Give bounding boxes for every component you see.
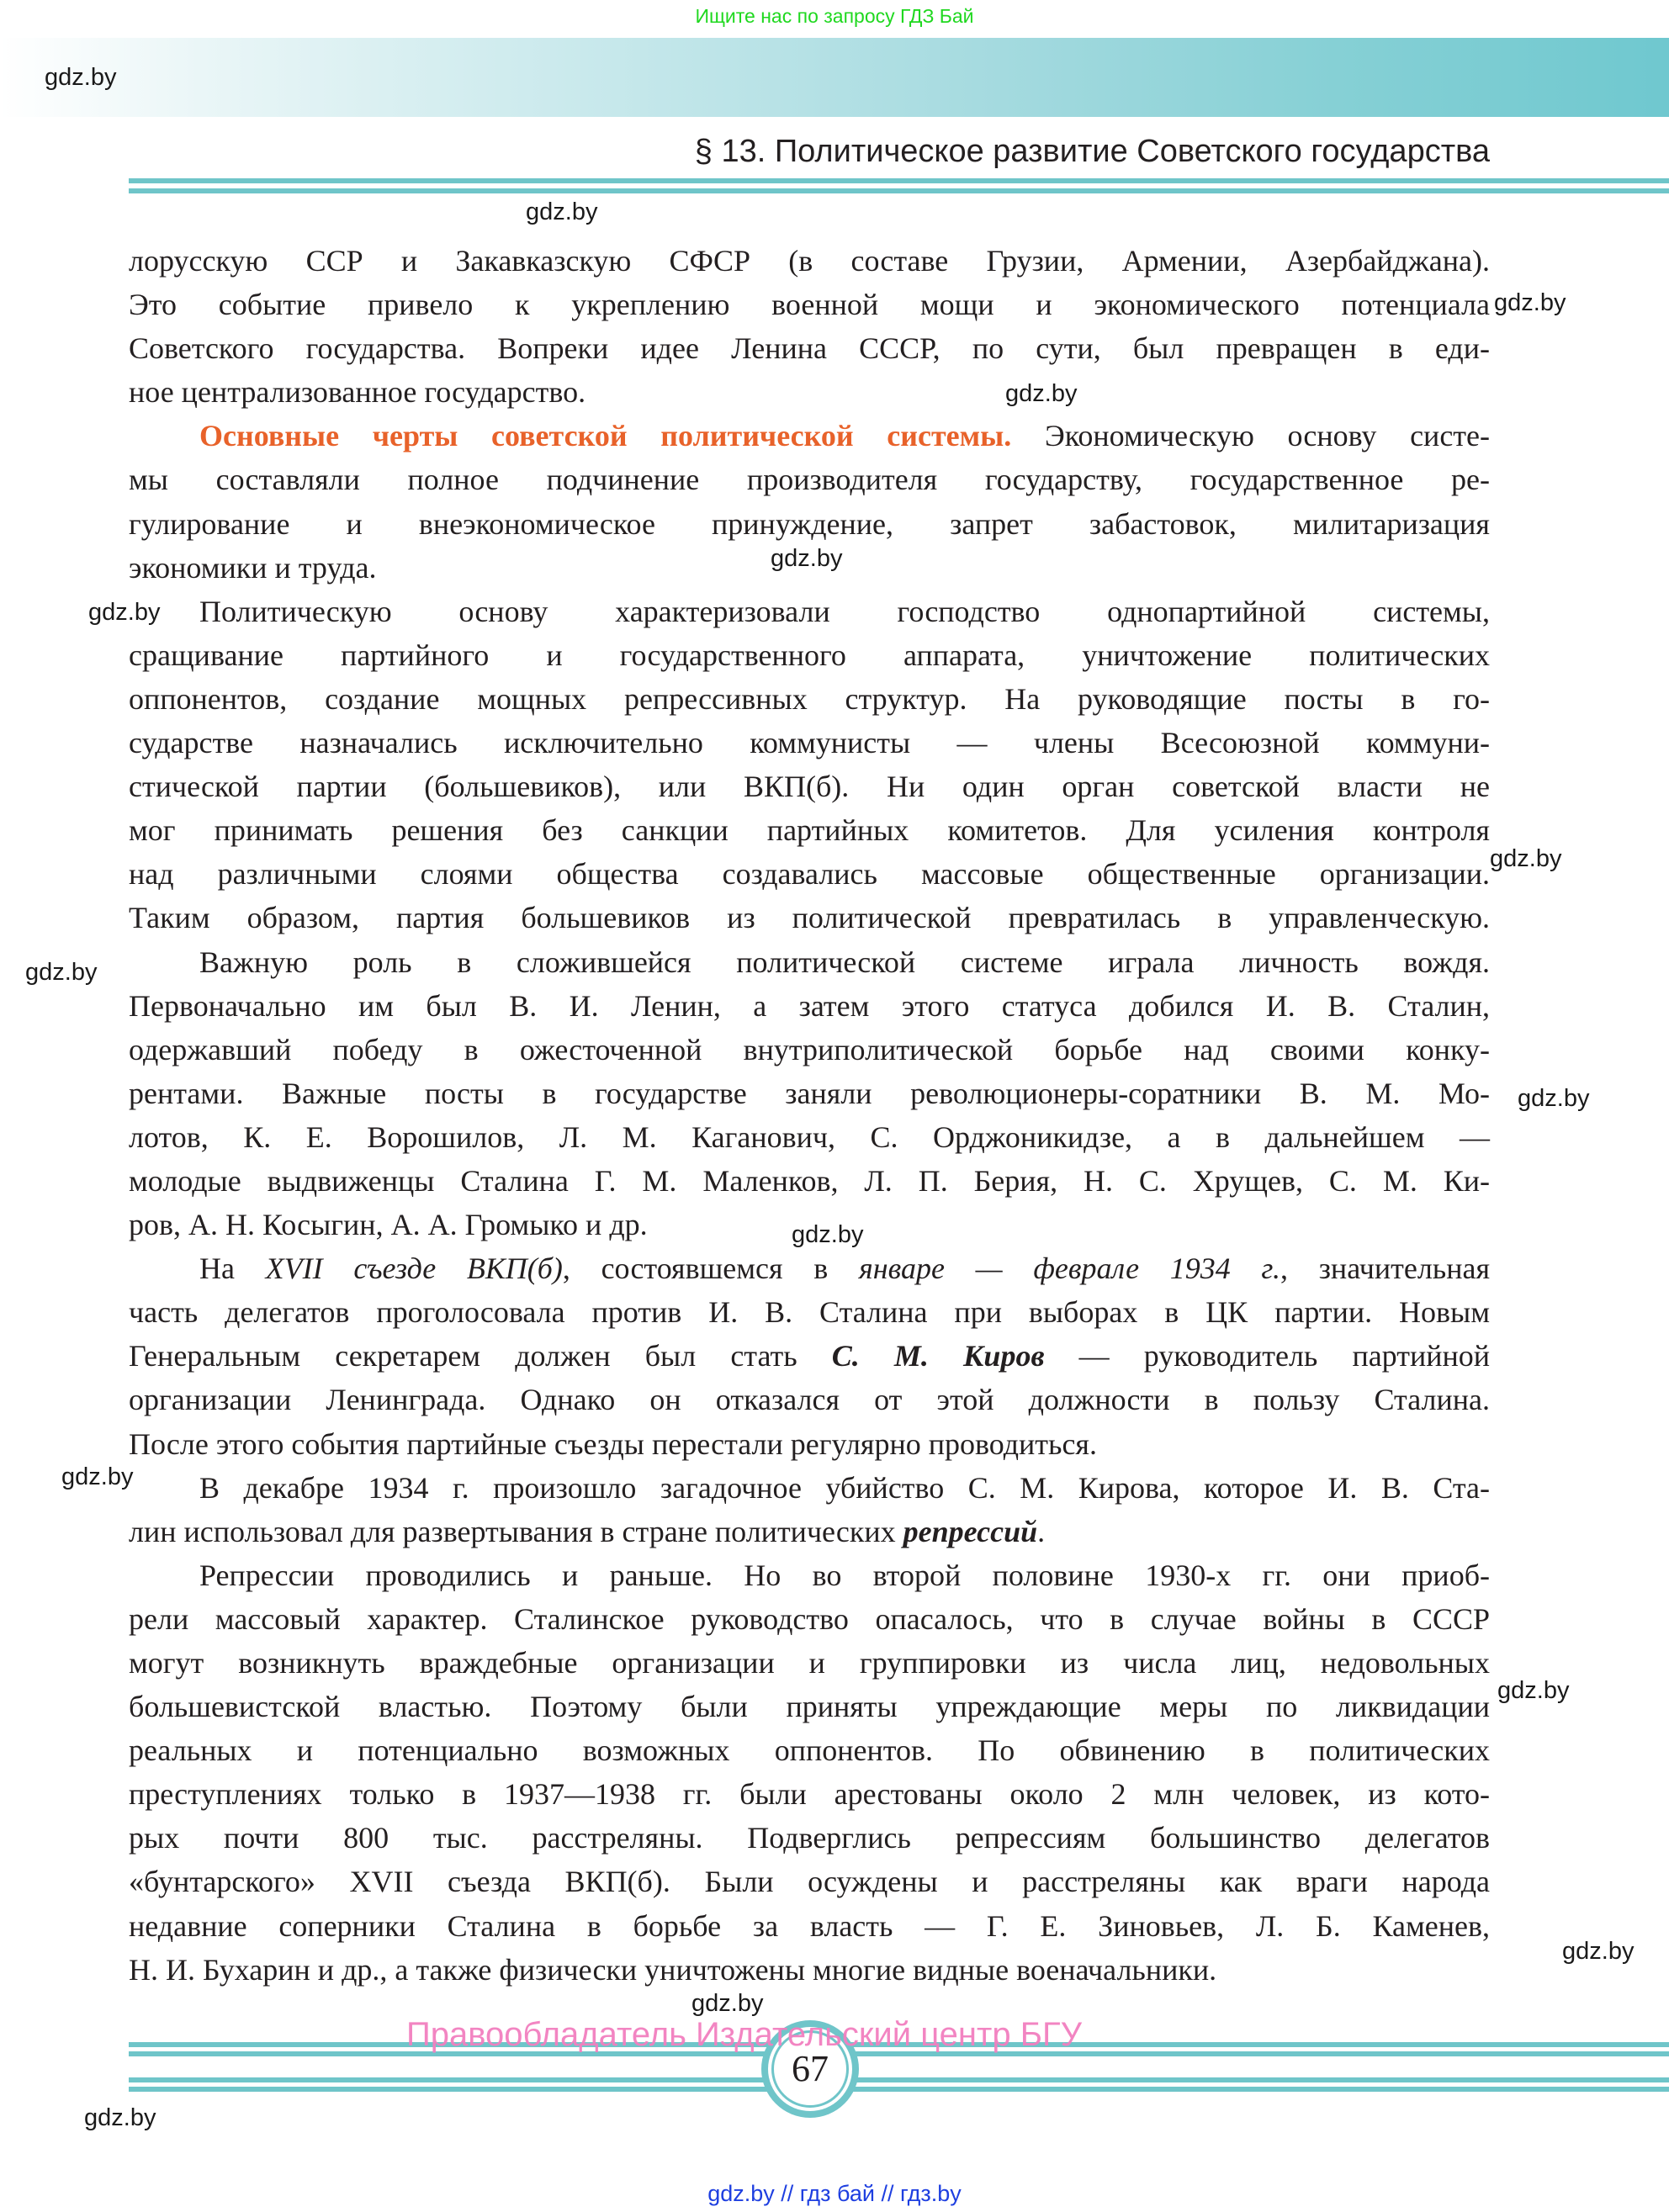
text-line: [129, 1246, 1490, 1290]
watermark: gdz.by: [88, 599, 161, 626]
text-line: преступлениях только в 1937—1938 гг. были арестованы около 2 млн человек, из кото-: [129, 1777, 1490, 1812]
footer-stripe-3: [129, 2077, 1669, 2082]
text-line: Таким образом, партия большевиков из политической превратилась в управленческую.: [129, 901, 1490, 935]
text-line: лорусскую ССР и Закавказскую СФСР (в составе Грузии, Армении, Азербайджана).: [129, 244, 1490, 278]
text-line: мы составляли полное подчинение производителя государству, государственное ре-: [129, 463, 1490, 497]
chapter-title: § 13. Политическое развитие Советского государства: [694, 134, 1490, 169]
watermark: gdz.by: [1562, 1938, 1635, 1965]
text-line: могут возникнуть враждебные организации и группировки из числа лиц, недовольных: [129, 1646, 1490, 1680]
text-line: экономики и труда.: [129, 550, 377, 585]
footer-stripe-4: [129, 2087, 1669, 2092]
text-line: После этого события партийные съезды перестали регулярно проводиться.: [129, 1426, 1097, 1461]
text-line: одержавший победу в ожесточенной внутриполитической борьбе над своими конку-: [129, 1032, 1490, 1066]
watermark: gdz.by: [526, 198, 598, 225]
text-line: большевистской властью. Поэтому были приняты упреждающие меры по ликвидации: [129, 1690, 1490, 1724]
text-line: лотов, К. Е. Ворошилов, Л. М. Каганович, С. Орджоникидзе, а в дальнейшем —: [129, 1119, 1490, 1154]
page-number: 67: [792, 2048, 829, 2089]
text-line: недавние соперники Сталина в борьбе за власть — Г. Е. Зиновьев, Л. Б. Каменев,: [129, 1908, 1490, 1943]
text-line: Это событие привело к укреплению военной мощи и экономического потенциала: [129, 288, 1490, 322]
text-line: оппонентов, создание мощных репрессивных структур. На руководящие посты в го-: [129, 681, 1490, 716]
text-line: часть делегатов проголосовала против И. В. Сталина при выборах в ЦК партии. Новым: [129, 1295, 1490, 1330]
text-span: , состоявшемся в: [562, 1252, 859, 1286]
text-span: Экономическую основу систе-: [1011, 419, 1490, 453]
watermark: gdz.by: [25, 959, 98, 986]
text-line: сращивание партийного и государственного аппарата, уничтожение политических: [129, 638, 1490, 672]
top-promo-text: Ищите нас по запросу ГДЗ Бай: [695, 5, 974, 27]
text-line: рых почти 800 тыс. расстреляны. Подверглись репрессиям большинство делегатов: [129, 1821, 1490, 1855]
text-line: над различными слоями общества создавались массовые общественные организации.: [129, 857, 1490, 892]
text-line: Политическую основу характеризовали господство однопартийной системы,: [199, 594, 1490, 628]
text-line: мог принимать решения без санкции партийных комитетов. Для усиления контроля: [129, 813, 1490, 848]
text-span: .: [1037, 1514, 1046, 1548]
text-line: ров, А. Н. Косыгин, А. А. Громыко и др.: [129, 1208, 648, 1242]
text-line: «бунтарского» XVII съезда ВКП(б). Были осуждены и расстреляны как враги народа: [129, 1865, 1490, 1899]
body-text: [129, 239, 1490, 1992]
watermark: gdz.by: [1497, 1677, 1570, 1704]
watermark: gdz.by: [61, 1463, 134, 1490]
text-span: , значительная: [1280, 1252, 1490, 1286]
text-line: рентами. Важные посты в государстве заняли революционеры-соратники В. М. Мо-: [129, 1076, 1490, 1110]
section-heading-line: [129, 414, 1490, 458]
watermark: gdz.by: [691, 1990, 764, 2017]
text-line: Первоначально им был В. И. Ленин, а затем этого статуса добился И. В. Сталин,: [129, 988, 1490, 1023]
bold-italic-name: С. М. Киров: [831, 1339, 1045, 1373]
text-span: лин использовал для развертывания в стране политических: [129, 1514, 903, 1548]
text-line: рели массовый характер. Сталинское руководство опасалось, что в случае войны в СССР: [129, 1601, 1490, 1636]
text-line: стической партии (большевиков), или ВКП(б). Ни один орган советской власти не: [129, 770, 1490, 804]
watermark: gdz.by: [771, 545, 843, 572]
header-stripe-top: [129, 178, 1669, 183]
text-span: На: [199, 1252, 266, 1286]
text-line: сударстве назначались исключительно коммунисты — члены Всесоюзной коммуни-: [129, 726, 1490, 760]
bottom-links[interactable]: gdz.by // гдз бай // гдз.by: [707, 2181, 962, 2206]
text-line: [129, 1510, 1490, 1553]
header-gradient-band: [0, 38, 1669, 117]
text-line: В декабре 1934 г. произошло загадочное убийство С. М. Кирова, которое И. В. Ста-: [199, 1470, 1490, 1505]
text-line: гулирование и внеэкономическое принуждение, запрет забастовок, милитаризация: [129, 506, 1490, 541]
text-line: Важную роль в сложившейся политической системе играла личность вождя.: [199, 945, 1490, 979]
text-line: организации Ленинграда. Однако он отказался от этой должности в пользу Сталина.: [129, 1383, 1490, 1417]
rights-holder-text: Правообладатель Издательский центр БГУ: [406, 2016, 1083, 2053]
watermark: gdz.by: [1494, 289, 1566, 316]
bold-italic-term: репрессий: [903, 1514, 1038, 1548]
text-line: ное централизованное государство.: [129, 375, 586, 410]
watermark: gdz.by: [45, 64, 117, 91]
text-line: Советского государства. Вопреки идее Ленина СССР, по сути, был превращен в еди-: [129, 331, 1490, 366]
text-span: Генеральным секретарем должен был стать: [129, 1339, 832, 1373]
watermark: gdz.by: [1518, 1085, 1590, 1112]
watermark: gdz.by: [1490, 845, 1562, 872]
text-line: [129, 1334, 1490, 1378]
italic-date: январе — феврале 1934 г.: [858, 1252, 1281, 1286]
header-stripe-bottom: [129, 188, 1669, 193]
text-line: Н. И. Бухарин и др., а также физически уничтожены многие видные военачальники.: [129, 1952, 1217, 1987]
text-span: — руководитель партийной: [1044, 1339, 1491, 1373]
text-line: реальных и потенциально возможных оппонентов. По обвинению в политических: [129, 1733, 1490, 1768]
text-line: молодые выдвиженцы Сталина Г. М. Маленков, Л. П. Берия, Н. С. Хрущев, С. М. Ки-: [129, 1163, 1490, 1198]
watermark: gdz.by: [792, 1221, 864, 1248]
watermark: gdz.by: [84, 2104, 156, 2131]
italic-term: XVII съезде ВКП(б): [265, 1252, 563, 1286]
text-line: Репрессии проводились и раньше. Но во второй половине 1930-х гг. они приоб-: [199, 1558, 1490, 1592]
watermark: gdz.by: [1005, 380, 1078, 407]
section-heading: Основные черты советской политической системы.: [199, 419, 1012, 453]
